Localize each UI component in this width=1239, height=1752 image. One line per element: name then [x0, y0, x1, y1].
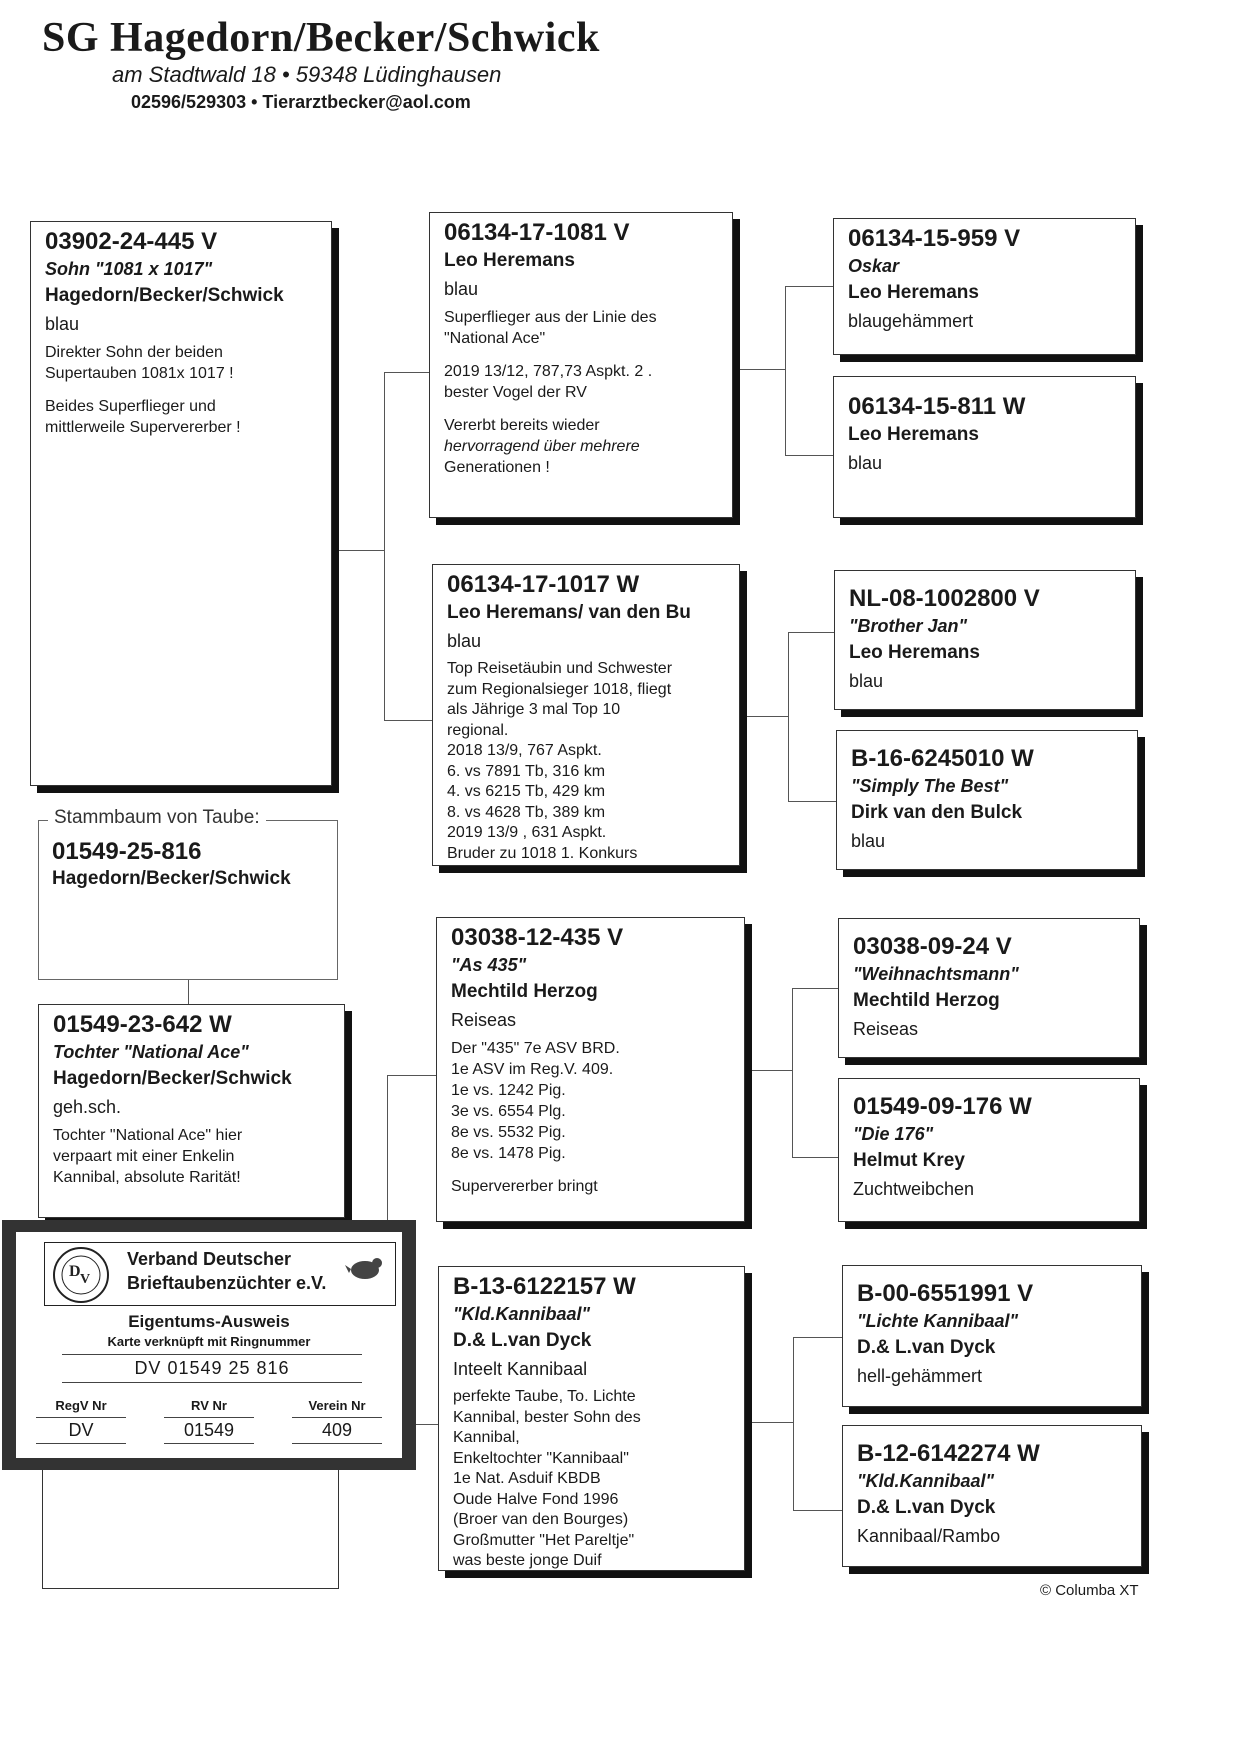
ring-number: B-16-6245010 W	[851, 745, 1034, 772]
ring-number: 03902-24-445 V	[45, 228, 218, 255]
connector-sire-parents	[384, 372, 435, 721]
color: blau	[447, 631, 482, 651]
pigeon-card-sire[interactable]	[30, 221, 332, 786]
pigeon-card-dds[interactable]	[842, 1265, 1142, 1407]
pigeon-name: "Simply The Best"	[851, 776, 1009, 796]
pigeon-name: "Die 176"	[853, 1124, 934, 1144]
color: blau	[45, 314, 80, 334]
address: am Stadtwald 18 • 59348 Lüdinghausen	[112, 62, 502, 87]
connector-dd	[745, 1422, 793, 1423]
card-header	[44, 1242, 396, 1306]
card-rv: RV Nr 01549	[164, 1398, 254, 1444]
color: blau	[849, 671, 884, 691]
contact: 02596/529303 • Tierarztbecker@aol.com	[131, 92, 471, 112]
breeder: D.& L.van Dyck	[857, 1497, 996, 1518]
pigeon-name: "Kld.Kannibaal"	[453, 1304, 591, 1324]
color: blau	[848, 453, 883, 473]
pigeon-card-dsd[interactable]	[838, 1078, 1140, 1222]
breeder: Helmut Krey	[853, 1150, 965, 1171]
connector-ds	[745, 1070, 792, 1071]
pedigree-label: Stammbaum von Taube:	[48, 807, 266, 829]
color: Reiseas	[451, 1010, 517, 1030]
dam-box-lower	[42, 1470, 339, 1589]
pigeon-card-sdd[interactable]	[836, 730, 1138, 870]
pigeon-name: "Brother Jan"	[849, 616, 968, 636]
pigeon-name: Oskar	[848, 256, 900, 276]
ring-number: 03038-09-24 V	[853, 933, 1012, 960]
ownership-card	[2, 1220, 416, 1470]
card-ring-number: DV 01549 25 816	[62, 1354, 362, 1383]
card-verein: Verein Nr 409	[292, 1398, 382, 1444]
pigeon-card-ss[interactable]	[429, 212, 733, 518]
pigeon-card-sss[interactable]	[833, 218, 1136, 355]
breeder: Leo Heremans	[849, 642, 980, 663]
description: Tochter "National Ace" hier verpaart mit einer Enkelin Kannibal, absolute Rarität!	[53, 1127, 243, 1186]
card-org: Verband Deutscher Brieftaubenzüchter e.V.	[127, 1249, 327, 1293]
ring-number: 01549-23-642 W	[53, 1011, 232, 1038]
ring-number: 06134-15-811 W	[848, 393, 1026, 420]
connector-ds-parents	[792, 988, 841, 1158]
color: geh.sch.	[53, 1097, 122, 1117]
breeder: D.& L.van Dyck	[857, 1337, 996, 1358]
pigeon-card-dss[interactable]	[838, 918, 1140, 1058]
connector-ss-parents	[785, 286, 836, 456]
color: Reiseas	[853, 1019, 919, 1039]
connector-ss	[733, 369, 785, 370]
breeder: Leo Heremans/ van den Bu	[447, 602, 691, 623]
connector-dd-parents	[793, 1337, 842, 1511]
page-title: SG Hagedorn/Becker/Schwick	[42, 15, 600, 61]
pigeon-icon	[345, 1253, 385, 1283]
copyright: © Columba XT	[1040, 1582, 1139, 1599]
ring-number: 06134-17-1017 W	[447, 571, 640, 598]
description: Direkter Sohn der beiden Supertauben 1081x 1017 ! Beides Superflieger und mittlerweile Supervererber !	[45, 344, 241, 436]
subject-breeder: Hagedorn/Becker/Schwick	[52, 868, 291, 889]
subject-ring: 01549-25-816	[52, 838, 202, 865]
color: hell-gehämmert	[857, 1366, 983, 1386]
breeder: Hagedorn/Becker/Schwick	[53, 1068, 292, 1089]
ring-number: B-12-6142274 W	[857, 1440, 1040, 1467]
pigeon-card-dam[interactable]	[38, 1004, 345, 1218]
color: blau	[851, 831, 886, 851]
pigeon-card-ssd[interactable]	[833, 376, 1136, 518]
description: Der "435" 7e ASV BRD. 1e ASV im Reg.V. 409. 1e vs. 1242 Pig. 3e vs. 6554 Plg. 8e vs. 5532 Pig. 8e vs. 1478 Pig. Supervererber bringt	[451, 1040, 620, 1195]
connector-sd-parents	[788, 632, 837, 802]
ring-number: 01549-09-176 W	[853, 1093, 1032, 1120]
breeder: Leo Heremans	[848, 424, 979, 445]
pigeon-card-ds[interactable]	[436, 917, 745, 1222]
color: blau	[444, 279, 479, 299]
pigeon-card-ddd[interactable]	[842, 1425, 1142, 1567]
ring-number: 06134-17-1081 V	[444, 219, 630, 246]
ring-number: NL-08-1002800 V	[849, 585, 1040, 612]
breeder: Mechtild Herzog	[451, 981, 598, 1002]
pigeon-name: "Kld.Kannibaal"	[857, 1471, 995, 1491]
pigeon-card-sds[interactable]	[834, 570, 1136, 710]
card-subtitle: Karte verknüpft mit Ringnummer	[107, 1334, 311, 1349]
description: Superflieger aus der Linie des "National Ace" 2019 13/12, 787,73 Aspkt. 2 . bester Vogel der RV Vererbt bereits wieder hervorragend über mehrere Generationen !	[444, 309, 657, 476]
description: Top Reisetäubin und Schwester zum Regionalsieger 1018, fliegt als Jährige 3 mal Top 10 regional. 2018 13/9, 767 Aspkt. 6. vs 7891 Tb, 316 km 4. vs 6215 Tb, 429 km 8. vs 4628 Tb, 389 km 2019 13/9 , 631 Aspkt. Bruder zu 1018 1. Konkurs	[447, 660, 673, 862]
card-regv: RegV Nr DV	[36, 1398, 126, 1444]
connector-subject-dam	[188, 980, 189, 1004]
breeder: Leo Heremans	[848, 282, 979, 303]
color: Kannibaal/Rambo	[857, 1526, 1001, 1546]
pigeon-name: Tochter "National Ace"	[53, 1042, 249, 1062]
card-title: Eigentums-Ausweis	[128, 1312, 290, 1331]
pigeon-name: "As 435"	[451, 955, 527, 975]
ring-number: B-13-6122157 W	[453, 1273, 636, 1300]
pigeon-name: "Lichte Kannibaal"	[857, 1311, 1019, 1331]
breeder: Leo Heremans	[444, 250, 575, 271]
ring-number: 06134-15-959 V	[848, 225, 1021, 252]
svg-text:V: V	[80, 1272, 91, 1287]
ring-number: 03038-12-435 V	[451, 924, 624, 951]
pigeon-name: Sohn "1081 x 1017"	[45, 259, 213, 279]
pigeon-card-dd[interactable]	[438, 1266, 745, 1571]
breeder: D.& L.van Dyck	[453, 1330, 592, 1351]
color: Inteelt Kannibaal	[453, 1359, 588, 1379]
color: Zuchtweibchen	[853, 1179, 975, 1199]
ring-number: B-00-6551991 V	[857, 1280, 1034, 1307]
connector-sire	[332, 550, 384, 551]
breeder: Hagedorn/Becker/Schwick	[45, 285, 284, 306]
color: blaugehämmert	[848, 311, 974, 331]
pigeon-card-sd[interactable]	[432, 564, 740, 866]
connector-sd	[740, 716, 788, 717]
svg-text:D: D	[69, 1263, 81, 1280]
breeder: Mechtild Herzog	[853, 990, 1000, 1011]
description: perfekte Taube, To. Lichte Kannibal, bester Sohn des Kannibal, Enkeltochter "Kannibaal" 1e Nat. Asduif KBDB Oude Halve Fond 1996 (Broer van den Bourges) Großmutter "Het Pareltje" was beste jonge Duif	[453, 1388, 641, 1569]
pigeon-name: "Weihnachtsmann"	[853, 964, 1019, 984]
association-logo	[49, 1245, 113, 1305]
breeder: Dirk van den Bulck	[851, 802, 1023, 823]
